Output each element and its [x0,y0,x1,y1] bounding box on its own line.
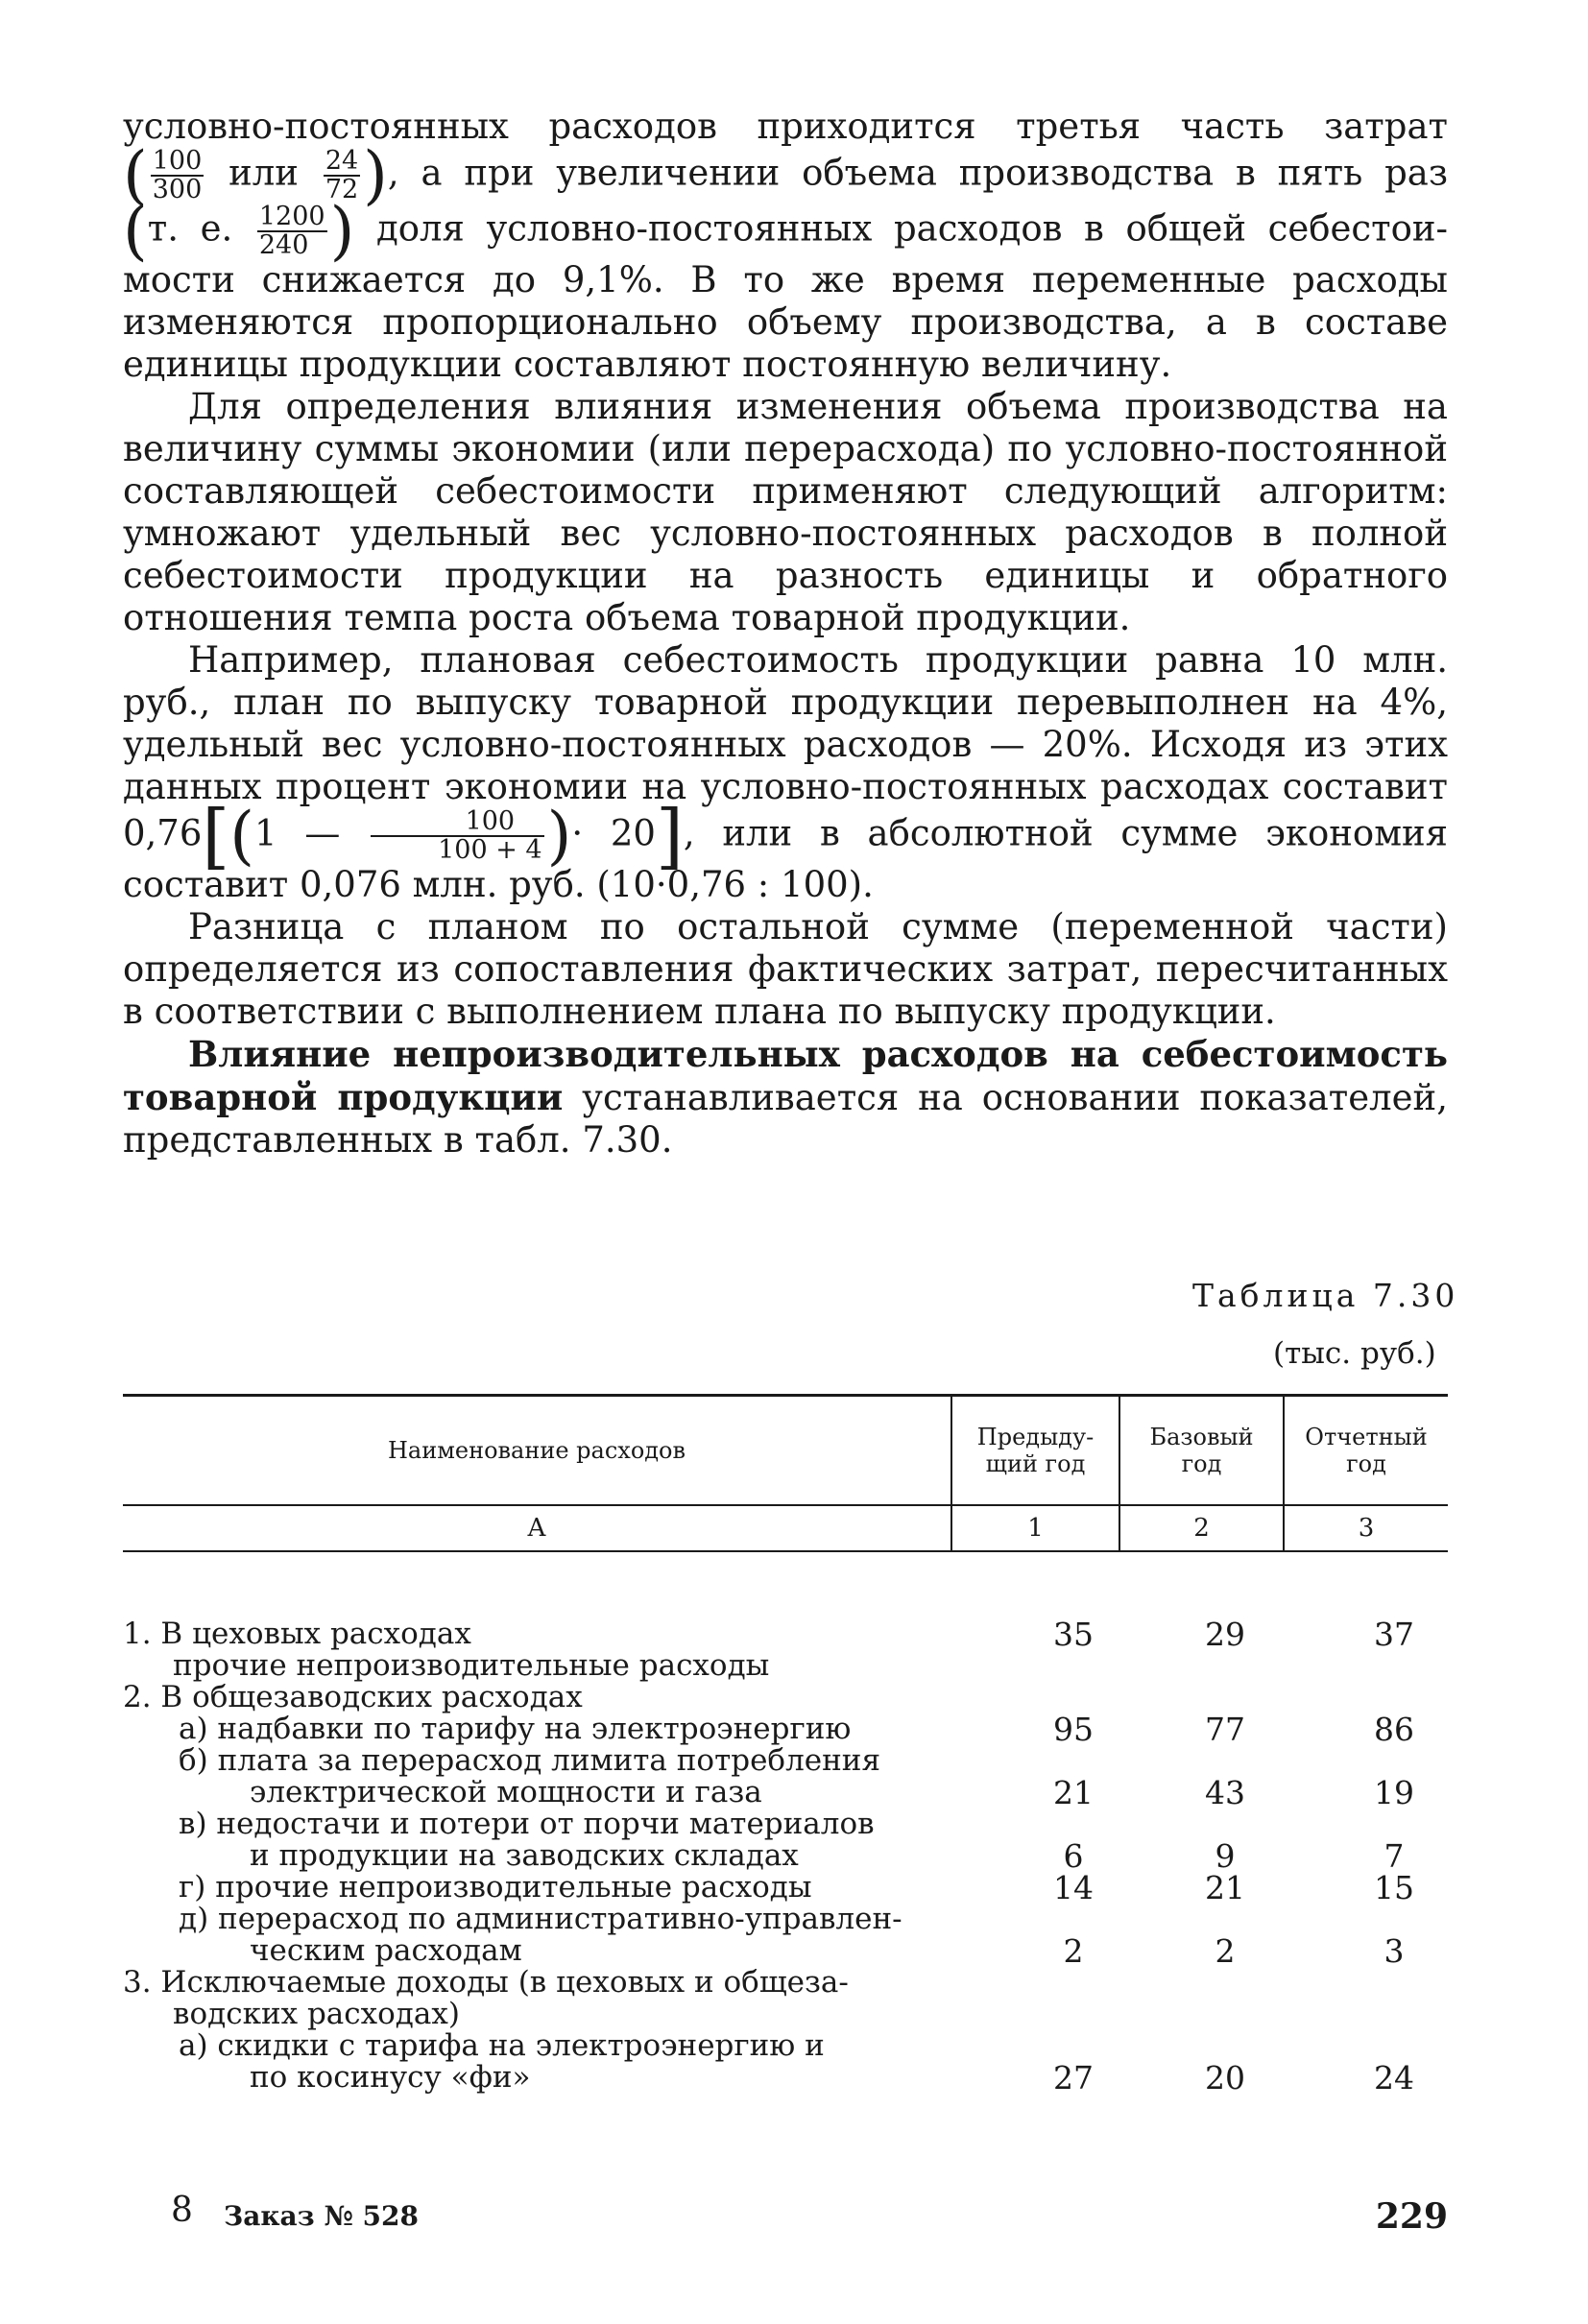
fraction-24-72: $\frac{24}{72}$ [325,146,359,204]
row-label: 1. В цеховых расходах [123,1617,471,1651]
fraction-1200-240: $\frac{1200}{240}$ [258,202,325,260]
row-label: а) скидки с тарифа на электроэнергию и [179,2028,825,2063]
header-name: Наименование расходов [123,1396,951,1506]
row-value-col-3: 3 [1383,1932,1405,1970]
table-row [123,1745,1448,1777]
table-row [123,1809,1448,1840]
paragraph-1-rest: мости снижается до 9,1%. В то же время переменные расходы изменяются пропорционально объему производства, а в составе единицы продукции составляют постоянную величину. [123,259,1448,385]
row-label: в) недостачи и потери от порчи материалов [179,1807,875,1841]
row-label: д) перерасход по административно-управлен- [179,1902,902,1936]
row-label: по косинусу «фи» [250,2060,531,2095]
table-row [123,1904,1448,1935]
table-row [123,2030,1448,2062]
col-num-2: 2 [1119,1505,1284,1551]
table-row [123,1869,1448,1906]
row-label: б) плата за перерасход лимита потребления [179,1743,881,1778]
table-row [123,1616,1448,1653]
row-value-col-1: 21 [1053,1774,1094,1811]
row-value-col-2: 2 [1215,1932,1236,1970]
fraction-100-300: $\frac{100}{300}$ [152,146,203,204]
row-value-col-3: 7 [1383,1837,1405,1875]
col-num-3: 3 [1284,1505,1448,1551]
expenses-table-body [123,1618,1448,2094]
table-caption: Таблица 7.30 [1192,1277,1459,1314]
table-row [123,2059,1448,2096]
table-units: (тыс. руб.) [1273,1336,1436,1371]
table-row [123,1682,1448,1713]
paragraph-1-line-2: ( $\frac{100}{300}$ или $\frac{24}{72}$ ), а при увеличении объема производства в пять раз [123,138,1449,212]
row-value-col-1: 2 [1063,1932,1084,1970]
table-row [123,1932,1448,1970]
table-row [123,1999,1448,2030]
row-value-col-2: 9 [1215,1837,1236,1875]
row-value-col-3: 24 [1374,2059,1414,2096]
col-num-1: 1 [951,1505,1119,1551]
paragraph-4: Разница с планом по остальной сумме (переменной части) определяется из сопоставления фактических затрат, пересчитанных в соответствии с выполнением плана по выпуску продукции. [123,906,1448,1032]
table-row [123,1967,1448,1999]
row-label: прочие непроизводительные расходы [173,1648,770,1683]
paragraph-2: Для определения влияния изменения объема производства на величину суммы экономии (или перерасхода) по условно-постоянной составляющей себестоимости применяют следующий алгоритм: умножают удельный вес условно-постоянных расходов в полной себестоимости продукции на разность единицы и обратного отношения темпа роста объема товарной продукции. [123,386,1448,638]
col-num-a: А [123,1505,951,1551]
row-value-col-1: 95 [1053,1711,1094,1748]
row-value-col-1: 27 [1053,2059,1094,2096]
row-value-col-2: 77 [1205,1711,1245,1748]
order-number: Заказ № 528 [224,2200,419,2232]
row-value-col-3: 86 [1374,1711,1414,1748]
table-row [123,1711,1448,1748]
row-value-col-1: 6 [1063,1837,1084,1875]
fraction-100-104: $\frac{100}{100 + 4}$ [371,808,544,864]
row-label: ческим расходам [250,1933,522,1968]
paragraph-1-line-1: условно-постоянных расходов приходится третья часть затрат [123,106,1448,147]
body-text [123,106,1448,1162]
header-prev-year: Предыду- щий год [951,1396,1119,1506]
row-label: 2. В общезаводских расходах [123,1680,583,1714]
row-value-col-2: 21 [1205,1869,1245,1906]
row-value-col-3: 37 [1374,1616,1414,1653]
paragraph-3: Например, плановая себестоимость продукции равна 10 млн. руб., план по выпуску товарной продукции перевыполнен на 4%, удельный вес условно-постоянных расходов — 20%. Исходя из этих данных процент экономии на условно-постоянных расходах составит 0,76[(1 — $\frac{100}{100 + 4}$ )· 20], или в абсолютной сумме экономия составит 0,076 млн. руб. (10·0,76 : 100). [123,639,1448,905]
row-value-col-2: 20 [1205,2059,1245,2096]
expenses-table-header [123,1394,1448,1552]
paragraph-1-line-3: (т. е. $\frac{1200}{240}$ ) доля условно-постоянных расходов в общей себестои- [123,194,1449,268]
page-number: 229 [1375,2196,1448,2237]
row-value-col-2: 29 [1205,1616,1245,1653]
row-label: а) надбавки по тарифу на электроэнергию [179,1712,852,1746]
row-value-col-1: 14 [1053,1869,1094,1906]
table-row [123,1774,1448,1811]
row-label: водских расходах) [173,1997,460,2031]
table-row [123,1837,1448,1875]
table-row [123,1650,1448,1682]
row-label: г) прочие непроизводительные расходы [179,1870,812,1905]
row-value-col-3: 19 [1374,1774,1414,1811]
header-report-year: Отчетный год [1284,1396,1448,1506]
row-value-col-3: 15 [1374,1869,1414,1906]
signature-mark: 8 [171,2191,193,2230]
row-label: электрической мощности и газа [250,1775,762,1809]
header-base-year: Базовый год [1119,1396,1284,1506]
paragraph-5: Влияние непроизводительных расходов на себестоимость товарной продукции устанавливается на основании показателей, представленных в табл. 7.30. [123,1033,1448,1161]
row-label: 3. Исключаемые доходы (в цеховых и общеза- [123,1965,849,2000]
row-value-col-1: 35 [1053,1616,1094,1653]
paragraph-5-bold-lead: Влияние непроизводительных расходов на себестоимость товарной продукции [123,1033,1448,1118]
row-value-col-2: 43 [1205,1774,1245,1811]
row-label: и продукции на заводских складах [250,1838,799,1873]
